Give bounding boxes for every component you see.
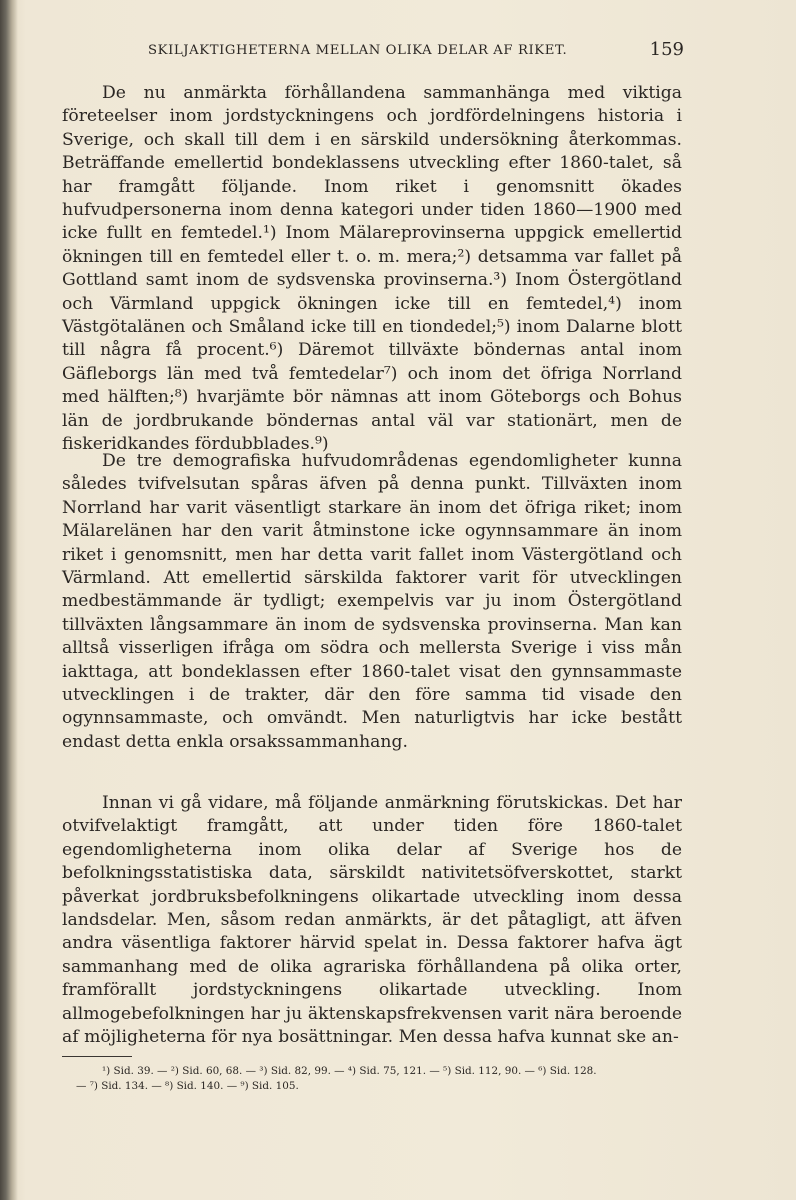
page-number: 159: [649, 39, 684, 60]
page-header: [62, 36, 684, 66]
paragraph-2: De tre demografiska hufvudområdenas egendomligheter kunna således tvifvelsutan spåras äfven på denna punkt. Tillväxten inom Norrland har varit väsentligt starkare än inom det öfriga riket; inom Mälarelänen har den varit åtminstone icke ogynnsammare än inom riket i genomsnitt, men har detta varit fallet inom Västergötland och Värmland. Att emellertid särskilda faktorer varit för utvecklingen medbestämmande är tydligt; exempelvis var ju inom Östergötland tillväxten långsammare än inom de sydsvenska provinserna. Man kan alltså visserligen ifråga om södra och mellersta Sverige i viss mån iakttaga, att bondeklassen efter 1860-talet visat den gynnsammaste utvecklingen i de trakter, där den före samma tid visade den ogynnsammaste, och omvändt. Men naturligtvis har icke bestått endast detta enkla orsakssammanhang.: [62, 451, 682, 752]
paragraph-1: De nu anmärkta förhållandena sammanhänga med viktiga företeelser inom jordstyckningens och jordfördelningens historia i Sverige, och skall till dem i en särskild undersökning återkommas. Beträffande emellertid bondeklassens utveckling efter 1860-talet, så har framgått följande. Inom riket i genomsnitt ökades hufvudpersonerna inom denna kategori under tiden 1860—1900 med icke fullt en femtedel.¹) Inom Mälareprovinserna uppgick emellertid ökningen till en femtedel eller t. o. m. mera;²) detsamma var fallet på Gottland samt inom de sydsvenska provinserna.³) Inom Östergötland och Värmland uppgick ökningen icke till en femtedel,⁴) inom Västgötalänen och Småland icke till en tiondedel;⁵) inom Dalarne blott till några få procent.⁶) Däremot tillväxte böndernas antal inom Gäfleborgs län med två femtedelar⁷) och inom det öfriga Norrland med hälften;⁸) hvarjämte bör nämnas att inom Göteborgs och Bohus län de jordbrukande böndernas antal väl var stationärt, men de fiskeridkandes fördubblades.⁹): [62, 83, 682, 455]
footnote-line: — ⁷) Sid. 134. — ⁸) Sid. 140. — ⁹) Sid. 105.: [76, 1080, 299, 1092]
footnotes: [62, 1064, 682, 1094]
footnote-separator: [62, 1056, 132, 1057]
footnote-line: ¹) Sid. 39. — ²) Sid. 60, 68. — ³) Sid. 82, 99. — ⁴) Sid. 75, 121. — ⁵) Sid. 112, 90. — ⁶) Sid. 128.: [102, 1065, 597, 1077]
paragraph-3: Innan vi gå vidare, må följande anmärkning förutskickas. Det har otvifvelaktigt framgått, att under tiden före 1860-talet egendomligheterna inom olika delar af Sverige hos de befolkningsstatistiska data, särskildt nativitetsöfverskottet, starkt påverkat jordbruksbefolkningens olikartade utveckling inom dessa landsdelar. Men, såsom redan anmärkts, är det påtagligt, att äfven andra väsentliga faktorer härvid spelat in. Dessa faktorer hafva ägt sammanhang med de olika agrariska förhållandena på olika orter, framförallt jordstyckningens olikartade utveckling. Inom allmogebefolkningen har ju äktenskapsfrekvensen varit nära beroende af möjligheterna för nya bosättningar. Men dessa hafva kunnat ske an-: [62, 793, 682, 1048]
book-spine-shadow: [0, 0, 18, 1200]
running-title: SKILJAKTIGHETERNA MELLAN OLIKA DELAR AF RIKET.: [148, 43, 568, 58]
